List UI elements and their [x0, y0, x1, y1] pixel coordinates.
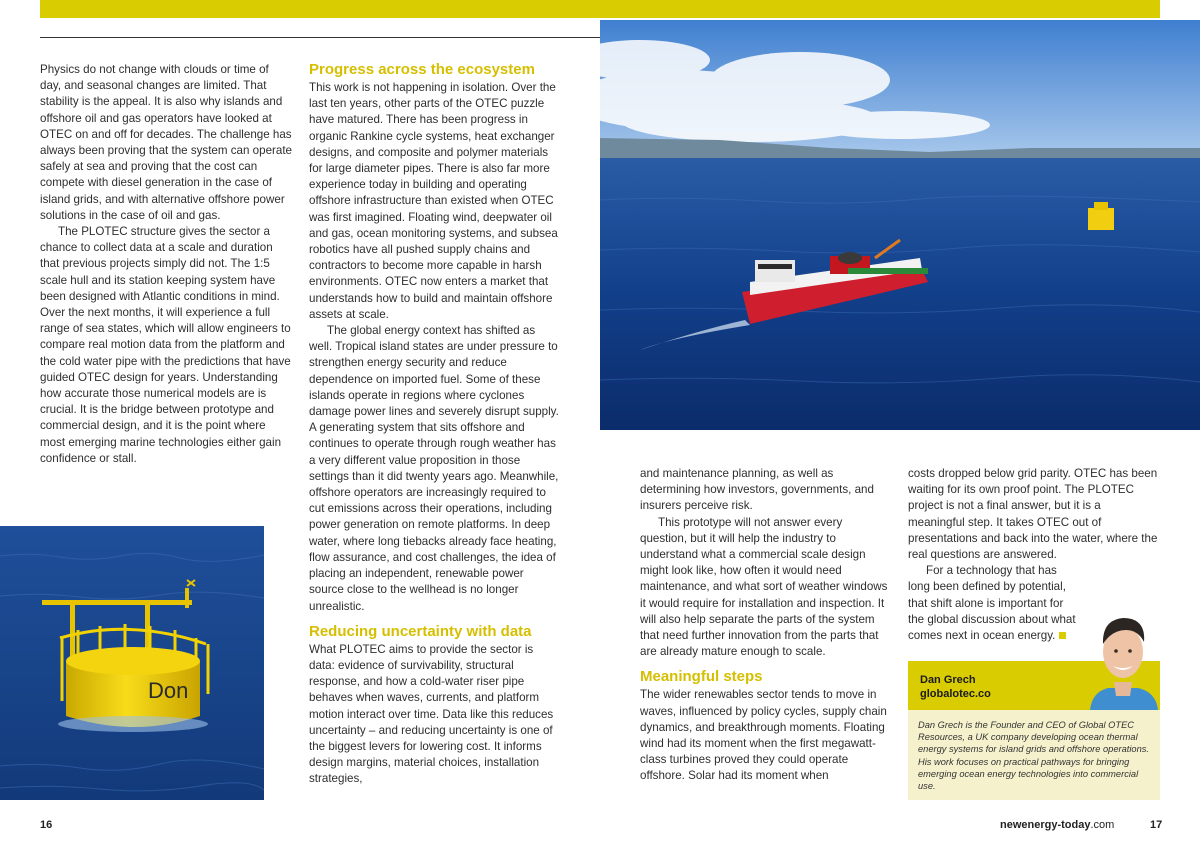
author-website: globalotec.co [920, 688, 991, 700]
author-name: Dan Grech [920, 674, 976, 686]
article-column-1 [40, 62, 293, 467]
end-mark-icon [1059, 632, 1066, 639]
paragraph: This prototype will not answer every question, but it will help the industry to understand what a commercial scale design might look like, how often it would need maintenance, and what sort of weather windows it would require for installation and inspection. It will also help separate the parts of the system that need further innovation from the parts that are already mature enough to scale. [640, 515, 888, 659]
page-number-right: 17 [1150, 819, 1163, 831]
author-bio: Dan Grech is the Founder and CEO of Global OTEC Resources, a UK company developing ocean thermal energy systems for island grids and offshore operations. His work focuses on practical pathways for bringing emerging ocean energy technologies into commercial use. [908, 710, 1160, 800]
paragraph: Physics do not change with clouds or time of day, and seasonal changes are limited. That stability is the appeal. It is also why islands and offshore oil and gas operators have looked at OTEC on and off for decades. The challenge has always been proving that the system can operate safely at sea and proving that the cost can compete with diesel generation in the case of island grids, and with alternative offshore power solutions in the case of oil and gas. [40, 63, 292, 222]
paragraph: and maintenance planning, as well as determining how investors, governments, and insurers perceive risk. [640, 467, 874, 513]
header-rule [40, 37, 600, 38]
author-portrait [1086, 600, 1160, 710]
subheading-progress: Progress across the ecosystem [309, 61, 535, 78]
plotec-buoy-photo [0, 526, 264, 800]
paragraph: The wider renewables sector tends to move in waves, influenced by policy cycles, supply chain dynamics, and breakthrough moments. Floating wind had its moment when the first megawatt-class turbines proved they could operate offshore. Solar had its moment when [640, 688, 887, 783]
paragraph: costs dropped below grid parity. OTEC has been waiting for its own proof point. The PLOTEC project is not a final answer, but it is a meaningful step. It takes OTEC out of presentations and back into the water, where the real questions are answered. [908, 467, 1158, 562]
top-accent-bar [40, 0, 1160, 18]
closing-paragraph [908, 563, 1078, 644]
paragraph: What PLOTEC aims to provide the sector is data: evidence of survivability, structural response, and how a cold-water riser pipe behaves when waves, currents, and platform motion interact over time. Data like this reduces uncertainty – and reducing uncertainty is one of the biggest levers for lowering cost. It informs design margins, material choices, installation strategies, [309, 642, 554, 786]
footer-website [1000, 819, 1114, 831]
offshore-vessel-photo [600, 20, 1200, 430]
footer-site-tld: .com [1090, 819, 1115, 831]
footer-site-name: newenergy-today [1000, 819, 1091, 831]
article-column-2 [309, 60, 561, 788]
subheading-uncertainty: Reducing uncertainty with data [309, 622, 532, 640]
closing-text: For a technology that has long been defined by potential, that shift alone is important for the global discussion about what comes next in ocean energy. [908, 564, 1076, 643]
page-number-left: 16 [40, 819, 53, 831]
article-column-3 [640, 466, 892, 785]
paragraph: The global energy context has shifted as well. Tropical island states are under pressure to strengthen energy security and reduce dependence on imported fuel. Some of these islands operate in regions where cyclones damage power lines and severely disrupt supply. A generating system that sits offshore and continues to operate through rough weather has a very different value proposition in those settings than it did twenty years ago. Meanwhile, offshore operators are increasingly required to cut emissions across their operations, including power generation on remote platforms. In deep water, where long tiebacks already face heating, flow assurance, and cost challenges, the idea of placing an independent, renewable power source close to the wellhead is no longer unrealistic. [309, 324, 559, 613]
buoy-label: Don [148, 678, 189, 703]
paragraph: The PLOTEC structure gives the sector a chance to collect data at a scale and duration that previous projects simply did not. The 1:5 scale hull and its station keeping system have been designed with Atlantic conditions in mind. Over the next months, it will experience a full range of sea states, which will allow engineers to compare real motion data from the platform and the cold water pipe with the predictions that have guided OTEC design for years. Understanding how accurate those numerical models are is crucial. It is the bridge between prototype and commercial design, and it is the point where most emerging marine technologies either gain confidence or stall. [40, 225, 291, 465]
subheading-meaningful-steps: Meaningful steps [640, 668, 763, 686]
paragraph: This work is not happening in isolation. Over the last ten years, other parts of the OTEC puzzle have matured. There has been progress in organic Rankine cycle systems, heat exchanger designs, and composite and polymer materials for large diameter pipes. There is also far more experience today in building and operating offshore infrastructure than existed when OTEC was first imagined. Floating wind, deepwater oil and gas, ocean monitoring systems, and subsea robotics have all pushed supply chains and contractors to become more capable in harsh environments. OTEC now enters a market that understands how to build and maintain offshore assets at scale. [309, 81, 558, 321]
